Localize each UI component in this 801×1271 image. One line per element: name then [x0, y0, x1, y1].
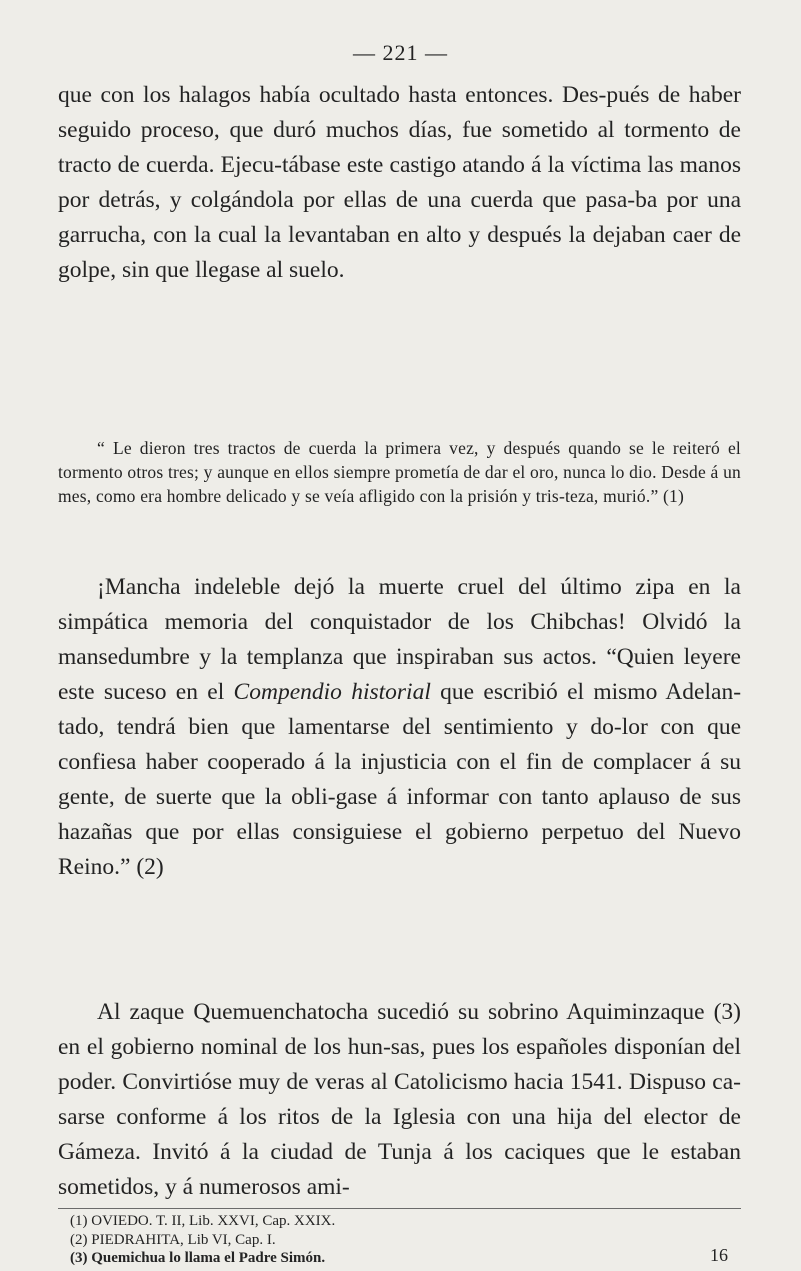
signature-mark: 16: [710, 1245, 728, 1265]
paragraph-2: [58, 570, 741, 885]
footnote-1: (1) OVIEDO. T. II, Lib. XXVI, Cap. XXIX.: [70, 1213, 336, 1229]
block-quote-text: “ Le dieron tres tractos de cuerda la primera vez, y después quando se le reiteró el tormento otros tres; y aunque en ellos siempre prometía de dar el oro, nunca lo dio. Desde á un mes, como era hombre delicado y se veía afligido con la prisión y tris-teza, murió.” (1): [58, 438, 741, 506]
block-quote: [58, 436, 741, 508]
book-title-italic: Compendio historial: [233, 679, 431, 705]
paragraph-2-text: [58, 570, 741, 885]
paragraph-3-text: Al zaque Quemuenchatocha sucedió su sobrino Aquiminzaque (3) en el gobierno nominal de los hun-sas, pues los españoles disponían del poder. Convirtióse muy de veras al Catolicismo hacia 1541. Dispuso ca-sarse conforme á los ritos de la Iglesia con una hija del elector de Gámeza. Invitó á la ciudad de Tunja á los caciques que le estaban sometidos, y á numerosos ami-: [58, 999, 741, 1200]
paragraph-2-part-a: ¡Mancha indeleble dejó la muerte cruel del último zipa en la simpática memoria del conquistador de los Chibchas! Olvidó la mansedumbre y la templanza que inspiraban sus actos. “Quien leyere este suceso en el: [58, 574, 741, 705]
footnote-divider: [58, 1208, 741, 1209]
footnotes: [70, 1212, 730, 1268]
footnote-3: (3) Quemichua lo llama el Padre Simón.: [70, 1250, 326, 1266]
paragraph-1-text: que con los halagos había ocultado hasta entonces. Des-pués de haber seguido proceso, que duró muchos días, fue sometido al tormento de tracto de cuerda. Ejecu-tábase este castigo atando á la víctima las manos por detrás, y colgándola por ellas de una cuerda que pasa-ba por una garrucha, con la cual la levantaban en alto y después la dejaban caer de golpe, sin que llegase al suelo.: [58, 82, 741, 283]
footnote-2: (2) PIEDRAHITA, Lib VI, Cap. I.: [70, 1231, 276, 1248]
paragraph-2-part-b: que escribió el mismo Adelan-tado, tendrá bien que lamentarse del sentimiento y do-lor con que confiesa haber cooperado á la injusticia con el fin de complacer á su gente, de suerte que la obli-gase á informar con tanto aplauso de sus hazañas que por ellas consiguiese el gobierno perpetuo del Nuevo Reino.” (2): [58, 679, 742, 880]
page-number: — 221 —: [353, 40, 448, 65]
paragraph-1: [58, 78, 741, 288]
paragraph-3: [58, 995, 741, 1205]
